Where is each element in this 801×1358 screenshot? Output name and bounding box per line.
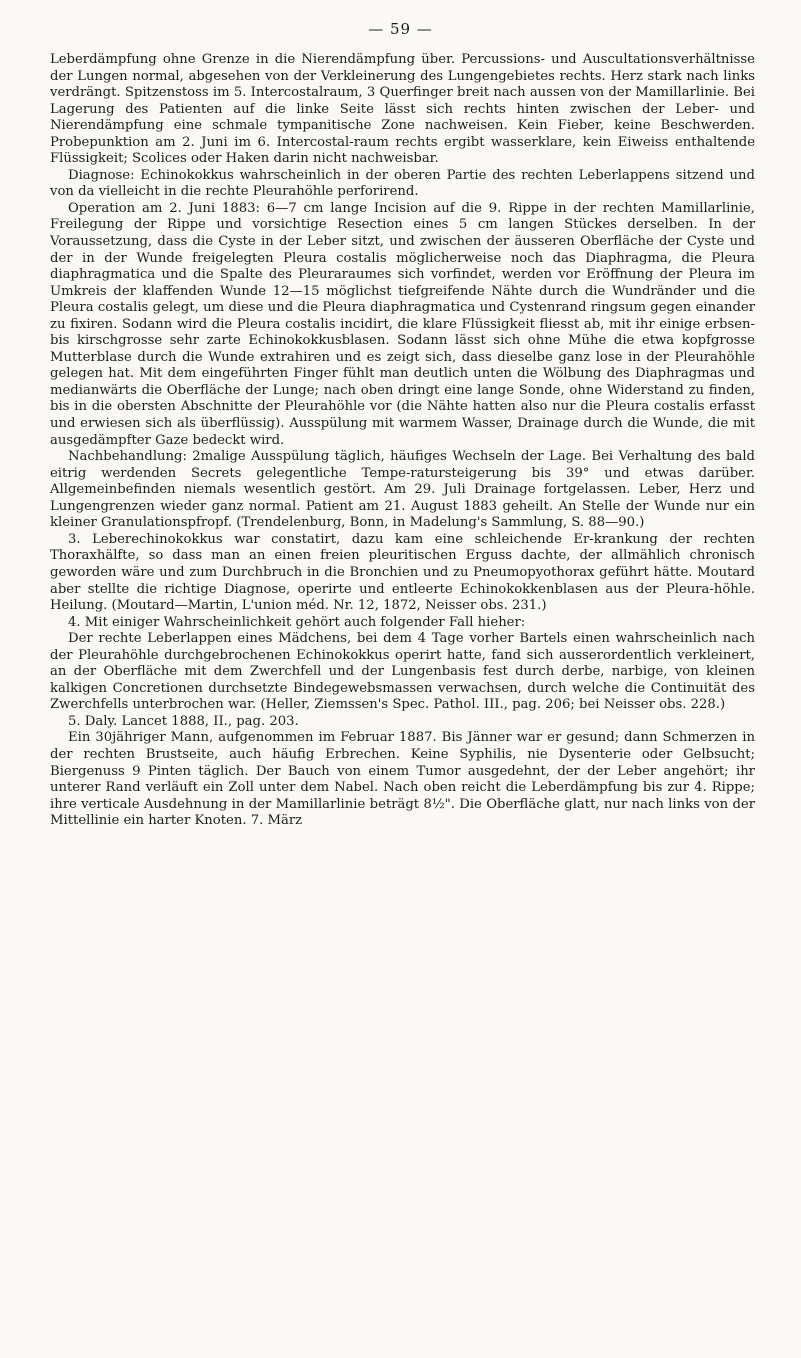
paragraph-case-5: Ein 30jähriger Mann, aufgenommen im Februar 1887. Bis Jänner war er gesund; dann Schmerzen in der rechten Brustseite, auch häufig Erbrechen. Keine Syphilis, nie Dysenterie oder Gelbsucht; Biergenuss 9 Pinten täglich. Der Bauch von einem Tumor ausgedehnt, der der Leber angehört; ihr unterer Rand verläuft ein Zoll unter dem Nabel. Nach oben reicht die Leberdämpfung bis zur 4. Rippe; ihre verticale Ausdehnung in der Mamillarlinie beträgt 8½". Die Oberfläche glatt, nur nach links von der Mittellinie ein harter Knoten. 7. März [50,730,755,829]
page-number: — 59 — [368,20,433,38]
paragraph-case-4-heading: 4. Mit einiger Wahrscheinlichkeit gehört auch folgender Fall hieher: [68,614,526,630]
paragraph-case-3: 3. Leberechinokokkus war constatirt, dazu kam eine schleichende Er-krankung der rechten Thoraxhälfte, so dass man an einen freien pleuritischen Erguss dachte, der allmählich chronisch geworden wäre und zum Durchbruch in die Bronchien und zu Pneumopyothorax geführt hätte. Moutard aber stellte die richtige Diagnose, operirte und entleerte Echinokokkenblasen aus der Pleura-höhle. Heilung. (Moutard—Martin, L'union méd. Nr. 12, 1872, Neisser obs. 231.) [50,531,755,614]
body-text [50,52,755,830]
paragraph-operation: Operation am 2. Juni 1883: 6—7 cm lange Incision auf die 9. Rippe in der rechten Mamillarlinie, Freilegung der Rippe und vorsichtige Resection eines 5 cm langen Stückes derselben. In der Voraussetzung, dass die Cyste in der Leber sitzt, und zwischen der äusseren Oberfläche der Cyste und der in der Wunde freigelegten Pleura costalis möglicherweise noch das Diaphragma, die Pleura diaphragmatica und die Spalte des Pleuraraumes sich vorfindet, werden vor Eröffnung der Pleura im Umkreis der klaffenden Wunde 12—15 möglichst tiefgreifende Nähte durch die Wundränder und die Pleura costalis gelegt, um diese und die Pleura diaphragmatica und Cystenrand ringsum gegen einander zu fixiren. Sodann wird die Pleura costalis incidirt, die klare Flüssigkeit fliesst ab, mit ihr einige erbsen- bis kirschgrosse sehr zarte Echinokokkusblasen. Sodann lässt sich ohne Mühe die etwa kopfgrosse Mutterblase durch die Wunde extrahiren und es zeigt sich, dass dieselbe ganz lose in der Pleurahöhle gelegen hat. Mit dem eingeführten Finger fühlt man deutlich unten die Wölbung des Diaphragmas und medianwärts die Oberfläche der Lunge; nach oben dringt eine lange Sonde, ohne Widerstand zu finden, bis in die obersten Abschnitte der Pleurahöhle vor (die Nähte hatten also nur die Pleura costalis erfasst und erwiesen sich als überflüssig). Ausspülung mit warmem Wasser, Drainage durch die Wunde, die mit ausgedämpfter Gaze bedeckt wird. [50,200,755,448]
paragraph-aftercare: Nachbehandlung: 2malige Ausspülung täglich, häufiges Wechseln der Lage. Bei Verhaltung des bald eitrig werdenden Secrets gelegentliche Tempe-ratursteigerung bis 39° und etwas darüber. Allgemeinbefinden niemals wesentlich gestört. Am 29. Juli Drainage fortgelassen. Leber, Herz und Lungengrenzen wieder ganz normal. Patient am 21. August 1883 geheilt. An Stelle der Wunde nur ein kleiner Granulationspfropf. (Trendelenburg, Bonn, in Madelung's Sammlung, S. 88—90.) [50,449,755,531]
paragraph-findings: Leberdämpfung ohne Grenze in die Nierendämpfung über. Percussions- und Auscultationsverhältnisse der Lungen normal, abgesehen von der Verkleinerung des Lungengebietes rechts. Herz stark nach links verdrängt. Spitzenstoss im 5. Intercostalraum, 3 Querfinger breit nach aussen von der Mamillarlinie. Bei Lagerung des Patienten auf die linke Seite lässt sich rechts hinten zwischen der Leber- und Nierendämpfung eine schmale tympanitische Zone nachweisen. Kein Fieber, keine Beschwerden. Probepunktion am 2. Juni im 6. Intercostal-raum rechts ergibt wasserklare, kein Eiweiss enthaltende Flüssigkeit; Scolices oder Haken darin nicht nachweisbar. [50,52,755,167]
paragraph-case-4: Der rechte Leberlappen eines Mädchens, bei dem 4 Tage vorher Bartels einen wahrscheinlich nach der Pleurahöhle durchgebrochenen Echinokokkus operirt hatte, fand sich ausserordentlich verkleinert, an der Oberfläche mit dem Zwerchfell und der Lungenbasis fest durch derbe, narbige, von kleinen kalkigen Concretionen durchsetzte Bindegewebsmassen verwachsen, durch welche die Continuität des Zwerchfells unterbrochen war. (Heller, Ziemssen's Spec. Pathol. III., pag. 206; bei Neisser obs. 228.) [50,631,755,713]
paragraph-diagnosis: Diagnose: Echinokokkus wahrscheinlich in der oberen Partie des rechten Leberlappens sitzend und von da vielleicht in die rechte Pleurahöhle perforirend. [50,167,755,200]
paragraph-case-5-heading: 5. Daly. Lancet 1888, II., pag. 203. [68,713,299,729]
